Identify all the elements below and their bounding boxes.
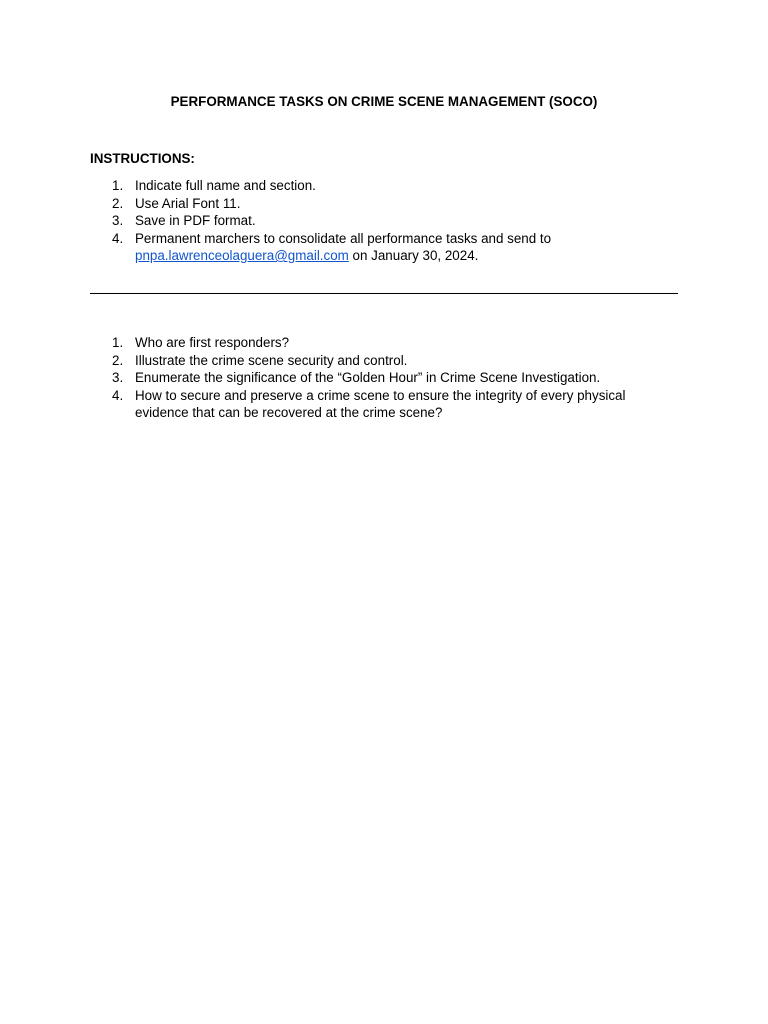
instruction-item bbox=[90, 230, 650, 265]
task-item bbox=[90, 334, 650, 352]
instruction-item bbox=[90, 195, 650, 213]
task-item bbox=[90, 369, 650, 387]
instruction-text: Use Arial Font 11. bbox=[135, 195, 241, 211]
instruction-number: 3. bbox=[112, 213, 124, 228]
task-number: 4. bbox=[112, 387, 124, 403]
instruction-text: Save in PDF format. bbox=[135, 213, 256, 228]
task-text: Enumerate the significance of the “Golden Hour” in Crime Scene Investigation. bbox=[135, 370, 601, 385]
instructions-heading: INSTRUCTIONS: bbox=[90, 151, 195, 166]
instruction-text: Permanent marchers to consolidate all performance tasks and send to bbox=[135, 230, 552, 246]
instruction-number: 4. bbox=[112, 230, 124, 246]
instructions-list bbox=[90, 177, 650, 265]
task-text: Who are first responders? bbox=[135, 335, 290, 350]
task-number: 2. bbox=[112, 352, 124, 368]
instruction-text-suffix: on January 30, 2024. bbox=[348, 248, 479, 263]
instruction-item bbox=[90, 177, 650, 195]
task-number: 1. bbox=[112, 335, 124, 350]
instruction-number: 2. bbox=[112, 195, 124, 211]
tasks-list bbox=[90, 334, 650, 422]
instruction-item bbox=[90, 212, 650, 230]
section-divider bbox=[90, 293, 678, 294]
task-text: How to secure and preserve a crime scene to ensure the integrity of every physical evidence that can be recovered at the crime scene? bbox=[135, 387, 626, 420]
task-text: Illustrate the crime scene security and control. bbox=[135, 352, 408, 368]
task-item bbox=[90, 352, 650, 370]
task-number: 3. bbox=[112, 370, 124, 385]
instruction-number: 1. bbox=[112, 178, 124, 193]
instruction-text: Indicate full name and section. bbox=[135, 178, 316, 193]
email-link[interactable]: pnpa.lawrenceolaguera@gmail.com bbox=[135, 248, 349, 263]
task-item bbox=[90, 387, 650, 422]
document-title: PERFORMANCE TASKS ON CRIME SCENE MANAGEMENT (SOCO) bbox=[170, 94, 598, 109]
